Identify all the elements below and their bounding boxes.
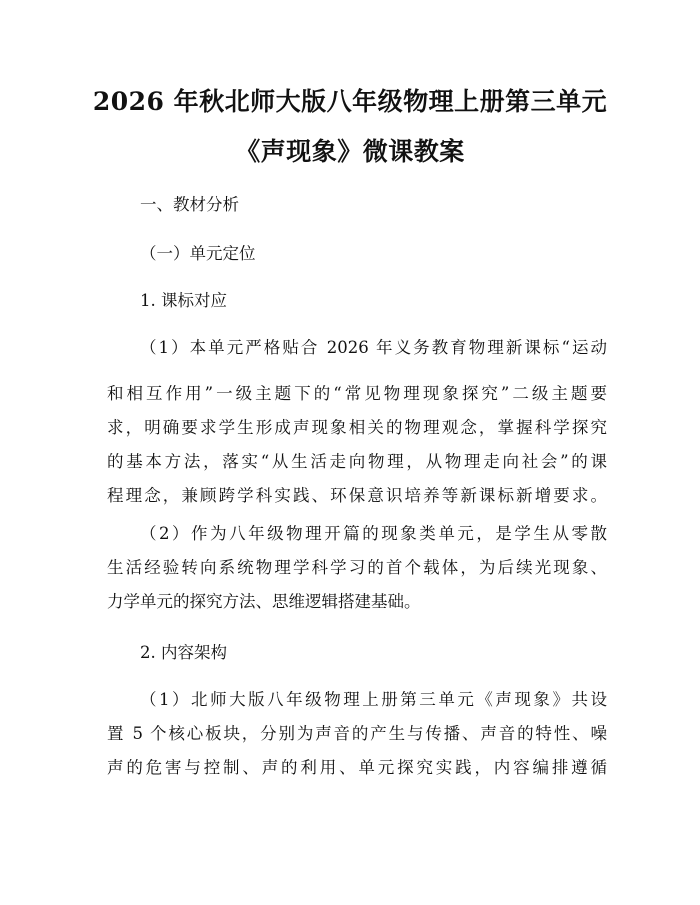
- section-heading: 一、教材分析: [140, 195, 239, 214]
- paragraph-line: 生活经验转向系统物理学科学习的首个载体，为后续光现象、: [107, 558, 607, 577]
- subsection-heading: （一）单元定位: [140, 244, 256, 263]
- item-heading-curriculum: 1. 课标对应: [140, 291, 227, 310]
- paragraph-line: 力学单元的探究方法、思维逻辑搭建基础。: [107, 592, 421, 611]
- paragraph-line: 和相互作用”一级主题下的“常见物理现象探究”二级主题要: [107, 384, 607, 403]
- paragraph-line: （1）本单元严格贴合 2026 年义务教育物理新课标“运动: [140, 338, 607, 357]
- item-heading-structure: 2. 内容架构: [140, 643, 227, 662]
- document-title-line-1: 2026 年秋北师大版八年级物理上册第三单元: [92, 87, 608, 116]
- paragraph-line: （1）北师大版八年级物理上册第三单元《声现象》共设: [140, 690, 607, 709]
- paragraph-line: 声的危害与控制、声的利用、单元探究实践，内容编排遵循: [107, 758, 607, 777]
- document-title-line-2: 《声现象》微课教案: [235, 137, 465, 166]
- paragraph-line: 的基本方法，落实“从生活走向物理，从物理走向社会”的课: [107, 452, 607, 471]
- paragraph-line: 程理念，兼顾跨学科实践、环保意识培养等新课标新增要求。: [107, 486, 607, 505]
- paragraph-line: 置 5 个核心板块，分别为声音的产生与传播、声音的特性、噪: [107, 724, 607, 743]
- paragraph-line: 求，明确要求学生形成声现象相关的物理观念，掌握科学探究: [107, 418, 607, 437]
- paragraph-line: （2）作为八年级物理开篇的现象类单元，是学生从零散: [140, 524, 607, 543]
